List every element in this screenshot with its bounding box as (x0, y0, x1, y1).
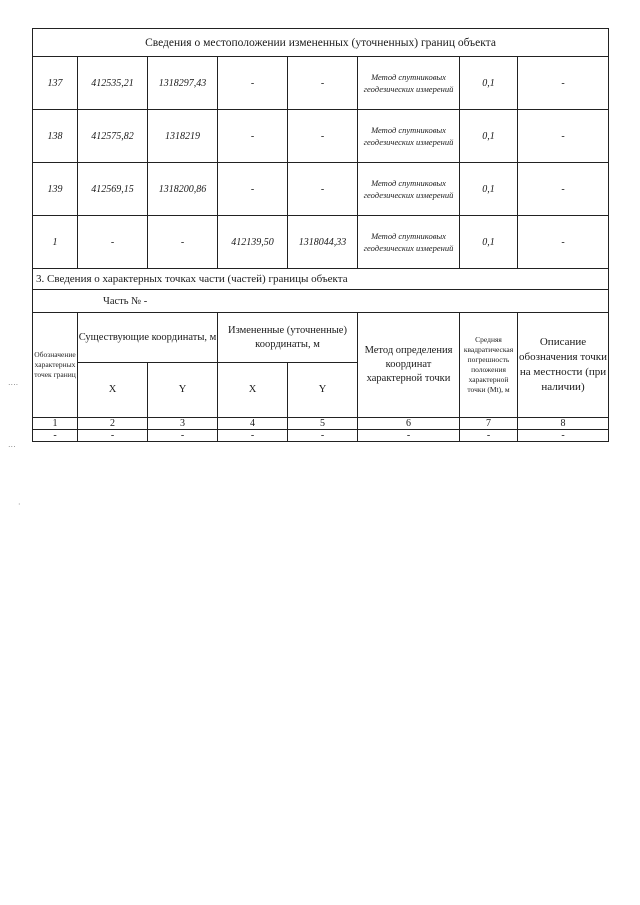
column-number: 8 (518, 418, 609, 430)
section2-title-row (33, 29, 609, 57)
margin-mark: .... (8, 378, 19, 387)
boundary-document (32, 28, 608, 442)
x-existing: 412575,82 (78, 110, 148, 163)
column-number: 6 (358, 418, 460, 430)
column-number: 5 (288, 418, 358, 430)
header-description: Описание обозначения точки на местности (при наличии) (518, 313, 609, 418)
column-number-row (33, 418, 609, 430)
x-changed: - (218, 57, 288, 110)
header-y-changed: Y (288, 363, 358, 418)
y-changed: 1318044,33 (288, 216, 358, 269)
accuracy: 0,1 (460, 163, 518, 216)
description: - (518, 57, 609, 110)
x-changed: - (218, 163, 288, 216)
empty-cell: - (358, 430, 460, 442)
empty-cell: - (78, 430, 148, 442)
header-row (33, 313, 609, 363)
column-number: 3 (148, 418, 218, 430)
part-row (33, 290, 609, 313)
x-existing: 412535,21 (78, 57, 148, 110)
y-existing: 1318297,43 (148, 57, 218, 110)
header-changed: Измененные (уточненные) координаты, м (218, 313, 358, 363)
column-number: 1 (33, 418, 78, 430)
method: Метод спутниковых геодезических измерений (358, 110, 460, 163)
header-existing: Существующие координаты, м (78, 313, 218, 363)
accuracy: 0,1 (460, 216, 518, 269)
x-existing: - (78, 216, 148, 269)
column-number: 7 (460, 418, 518, 430)
table-row (33, 430, 609, 442)
description: - (518, 163, 609, 216)
point-id: 138 (33, 110, 78, 163)
margin-mark: · (18, 500, 21, 509)
section3-title-row (33, 269, 609, 290)
point-id: 1 (33, 216, 78, 269)
header-accuracy: Средняя квадратическая погрешность положения характерной точки (Mt), м (460, 313, 518, 418)
table-row (33, 163, 609, 216)
point-id: 139 (33, 163, 78, 216)
empty-cell: - (33, 430, 78, 442)
table-row (33, 216, 609, 269)
part-label: Часть № - (33, 290, 609, 313)
y-changed: - (288, 57, 358, 110)
x-changed: 412139,50 (218, 216, 288, 269)
header-method: Метод определения координат характерной точки (358, 313, 460, 418)
table-row (33, 57, 609, 110)
method: Метод спутниковых геодезических измерений (358, 163, 460, 216)
method: Метод спутниковых геодезических измерений (358, 216, 460, 269)
section2-title: Сведения о местоположении измененных (уточненных) границ объекта (33, 29, 609, 57)
y-existing: 1318200,86 (148, 163, 218, 216)
y-existing: 1318219 (148, 110, 218, 163)
section3-title: 3. Сведения о характерных точках части (частей) границы объекта (33, 269, 609, 290)
y-existing: - (148, 216, 218, 269)
empty-cell: - (288, 430, 358, 442)
description: - (518, 110, 609, 163)
x-existing: 412569,15 (78, 163, 148, 216)
header-x-changed: X (218, 363, 288, 418)
column-number: 4 (218, 418, 288, 430)
empty-cell: - (218, 430, 288, 442)
empty-cell: - (148, 430, 218, 442)
point-id: 137 (33, 57, 78, 110)
accuracy: 0,1 (460, 110, 518, 163)
table-row (33, 110, 609, 163)
header-y-existing: Y (148, 363, 218, 418)
x-changed: - (218, 110, 288, 163)
empty-cell: - (518, 430, 609, 442)
header-designation: Обозначение характерных точек границ (33, 313, 78, 418)
empty-cell: - (460, 430, 518, 442)
method: Метод спутниковых геодезических измерений (358, 57, 460, 110)
y-changed: - (288, 163, 358, 216)
boundary-table (32, 28, 609, 442)
accuracy: 0,1 (460, 57, 518, 110)
description: - (518, 216, 609, 269)
header-x-existing: X (78, 363, 148, 418)
column-number: 2 (78, 418, 148, 430)
margin-mark: ... (8, 440, 16, 449)
y-changed: - (288, 110, 358, 163)
